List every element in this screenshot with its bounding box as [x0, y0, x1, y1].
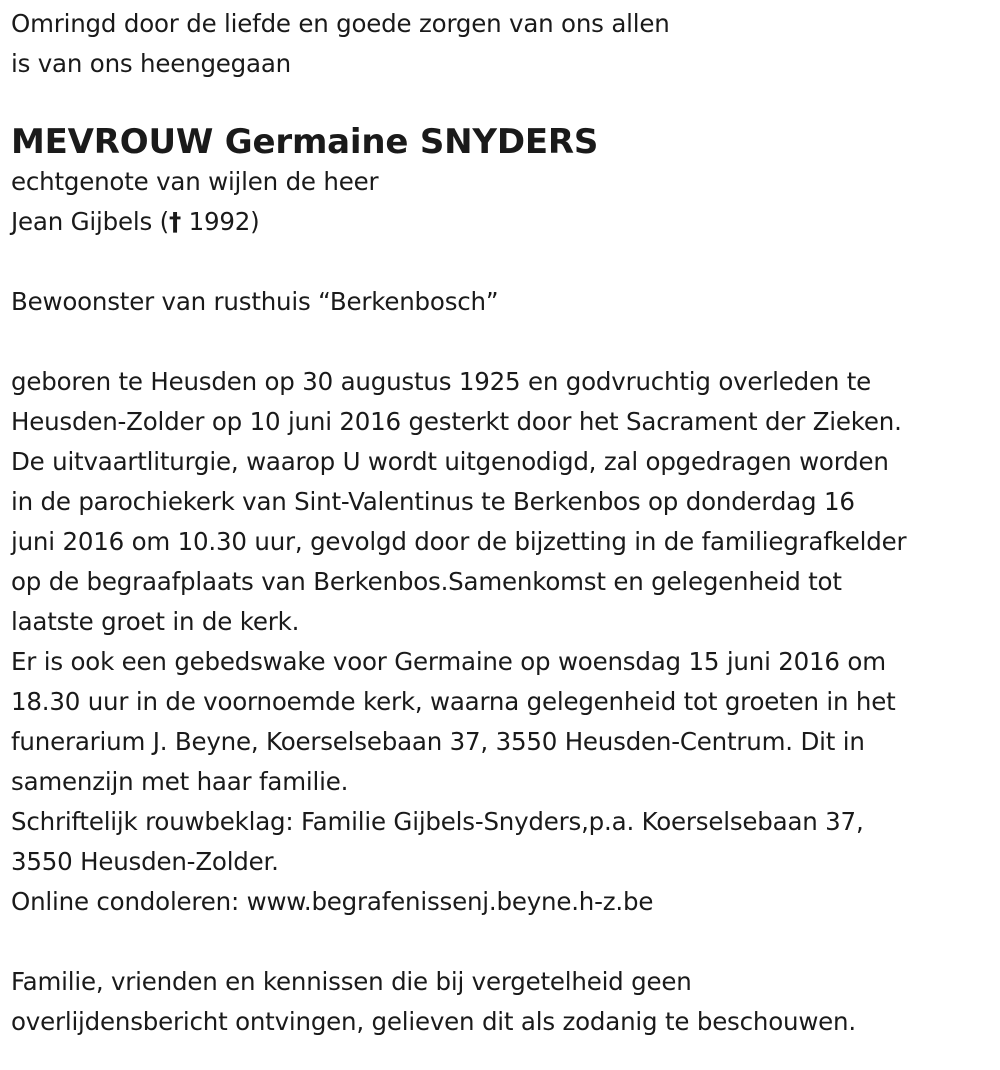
- body-line: De uitvaartliturgie, waarop U wordt uitgenodigd, zal opgedragen worden: [11, 447, 889, 476]
- body-line: 3550 Heusden-Zolder.: [11, 847, 279, 876]
- cross-icon: †: [168, 207, 182, 236]
- online-condolence-line: Online condoleren: www.begrafenissenj.beyne.h-z.be: [11, 887, 654, 916]
- body-line: laatste groet in de kerk.: [11, 607, 300, 636]
- body-line: funerarium J. Beyne, Koerselsebaan 37, 3550 Heusden-Centrum. Dit in: [11, 727, 865, 756]
- body-line: in de parochiekerk van Sint-Valentinus te Berkenbos op donderdag 16: [11, 487, 855, 516]
- body-line: juni 2016 om 10.30 uur, gevolgd door de bijzetting in de familiegrafkelder: [11, 527, 907, 556]
- spouse-name-line: [11, 202, 996, 242]
- body-line: Er is ook een gebedswake voor Germaine op woensdag 15 juni 2016 om: [11, 647, 886, 676]
- closing-line-1: Familie, vrienden en kennissen die bij vergetelheid geen: [11, 967, 692, 996]
- spouse-name: Jean Gijbels (: [11, 207, 169, 236]
- spouse-year: 1992): [181, 207, 260, 236]
- intro-line-1: Omringd door de liefde en goede zorgen van ons allen: [11, 9, 670, 38]
- body-text: [11, 362, 996, 922]
- body-line: 18.30 uur in de voornoemde kerk, waarna gelegenheid tot groeten in het: [11, 687, 896, 716]
- body-line: geboren te Heusden op 30 augustus 1925 en godvruchtig overleden te: [11, 367, 872, 396]
- deceased-name: MEVROUW Germaine SNYDERS: [11, 122, 599, 162]
- body-line: op de begraafplaats van Berkenbos.Samenkomst en gelegenheid tot: [11, 567, 842, 596]
- obituary-notice: [11, 4, 996, 1042]
- body-line: Heusden-Zolder op 10 juni 2016 gesterkt door het Sacrament der Zieken.: [11, 407, 902, 436]
- body-line: samenzijn met haar familie.: [11, 767, 349, 796]
- intro-line-2: is van ons heengegaan: [11, 49, 291, 78]
- body-line: Schriftelijk rouwbeklag: Familie Gijbels-Snyders,p.a. Koerselsebaan 37,: [11, 807, 864, 836]
- residence-line: Bewoonster van rusthuis “Berkenbosch”: [11, 287, 499, 316]
- spouse-line: echtgenote van wijlen de heer: [11, 167, 379, 196]
- closing-line-2: overlijdensbericht ontvingen, gelieven dit als zodanig te beschouwen.: [11, 1007, 856, 1036]
